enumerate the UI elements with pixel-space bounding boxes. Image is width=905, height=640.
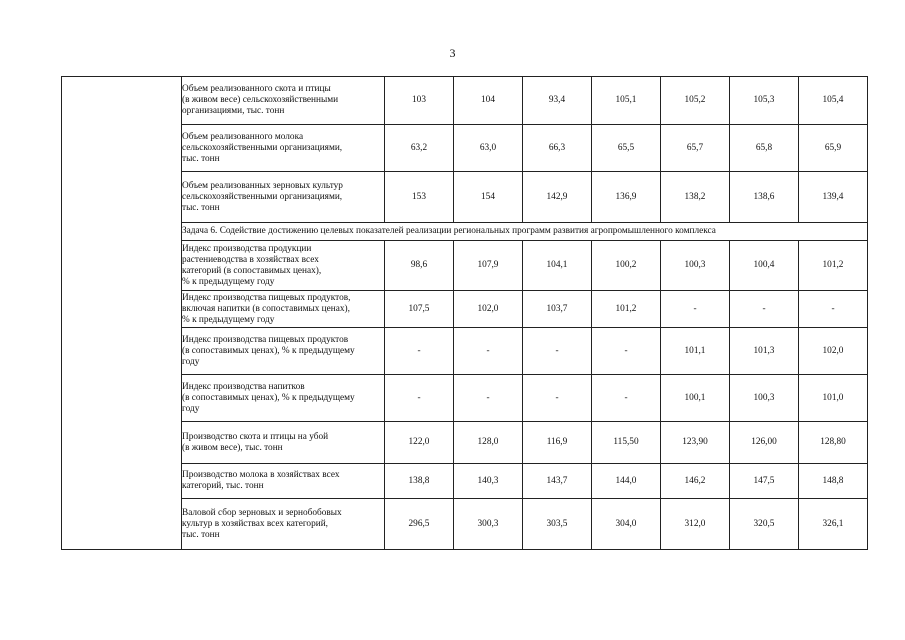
indicator-value: 105,1 [592,77,661,125]
task-heading: Задача 6. Содействие достижению целевых показателей реализации региональных программ развития агропромышленного комплекса [182,223,868,241]
indicator-value: 101,1 [661,328,730,375]
indicator-value: 154 [454,172,523,223]
indicator-value: 104,1 [523,241,592,291]
indicator-value: 100,1 [661,375,730,422]
indicator-value: 146,2 [661,464,730,499]
indicator-value: 142,9 [523,172,592,223]
indicator-value: 296,5 [385,499,454,550]
table-row [62,328,868,375]
indicator-value: 138,2 [661,172,730,223]
task-row [62,223,868,241]
indicator-value: 102,0 [454,291,523,328]
page-number: 3 [449,46,456,60]
table-row [62,499,868,550]
indicator-value: 144,0 [592,464,661,499]
table-row [62,125,868,172]
indicator-value: 143,7 [523,464,592,499]
indicator-value: 300,3 [454,499,523,550]
indicator-value: 312,0 [661,499,730,550]
indicators-table [61,76,868,550]
indicator-value: 63,0 [454,125,523,172]
indicator-value: 116,9 [523,422,592,464]
indicator-value: 66,3 [523,125,592,172]
indicator-value: 65,9 [799,125,868,172]
indicator-value: 139,4 [799,172,868,223]
indicator-value: 65,8 [730,125,799,172]
indicator-value: 101,3 [730,328,799,375]
indicator-value: 100,3 [730,375,799,422]
indicator-value: 65,5 [592,125,661,172]
table-row [62,172,868,223]
indicator-label: Индекс производства напитков (в сопоставимых ценах), % к предыдущему году [182,375,385,422]
indicator-value: 148,8 [799,464,868,499]
indicator-value: 107,9 [454,241,523,291]
indicator-value: 304,0 [592,499,661,550]
indicator-value: 105,4 [799,77,868,125]
indicator-value: 93,4 [523,77,592,125]
table-row [62,291,868,328]
indicator-value: - [730,291,799,328]
indicator-value: - [592,328,661,375]
indicator-value: 140,3 [454,464,523,499]
indicator-value: 100,2 [592,241,661,291]
indicator-label: Производство молока в хозяйствах всех категорий, тыс. тонн [182,464,385,499]
indicator-value: 303,5 [523,499,592,550]
indicator-value: 123,90 [661,422,730,464]
indicator-value: 63,2 [385,125,454,172]
indicator-label: Объем реализованных зерновых культур сельскохозяйственными организациями, тыс. тонн [182,172,385,223]
indicator-value: - [661,291,730,328]
indicator-value: - [454,328,523,375]
table-row [62,241,868,291]
table-body [62,77,868,550]
indicator-value: - [799,291,868,328]
indicator-label: Объем реализованного молока сельскохозяйственными организациями, тыс. тонн [182,125,385,172]
table-row [62,77,868,125]
indicator-value: 101,2 [592,291,661,328]
indicator-value: 138,6 [730,172,799,223]
indicator-value: 147,5 [730,464,799,499]
indicator-value: 115,50 [592,422,661,464]
indicator-value: 105,3 [730,77,799,125]
indicator-value: 100,4 [730,241,799,291]
indicator-label: Индекс производства пищевых продуктов (в сопоставимых ценах), % к предыдущему году [182,328,385,375]
indicator-value: 103 [385,77,454,125]
indicator-value: 136,9 [592,172,661,223]
table-row [62,375,868,422]
indicator-value: 101,2 [799,241,868,291]
indicator-value: - [523,375,592,422]
indicator-value: - [385,328,454,375]
indicator-value: 122,0 [385,422,454,464]
table-row [62,422,868,464]
indicator-label: Индекс производства продукции растениеводства в хозяйствах всех категорий (в сопоставимых ценах), % к предыдущему году [182,241,385,291]
indicator-value: 153 [385,172,454,223]
indicator-value: - [454,375,523,422]
indicator-value: 98,6 [385,241,454,291]
indicator-value: 107,5 [385,291,454,328]
table-row [62,464,868,499]
indicator-value: 126,00 [730,422,799,464]
indicator-value: 128,80 [799,422,868,464]
indicator-value: 104 [454,77,523,125]
indicator-value: 101,0 [799,375,868,422]
indicator-label: Валовой сбор зерновых и зернобобовых культур в хозяйствах всех категорий, тыс. тонн [182,499,385,550]
indicator-label: Индекс производства пищевых продуктов, включая напитки (в сопоставимых ценах), % к предыдущему году [182,291,385,328]
indicator-value: - [523,328,592,375]
indicator-label: Производство скота и птицы на убой (в живом весе), тыс. тонн [182,422,385,464]
indicator-value: 320,5 [730,499,799,550]
indicator-value: - [385,375,454,422]
indicator-value: 326,1 [799,499,868,550]
indicator-value: 105,2 [661,77,730,125]
indicator-value: 128,0 [454,422,523,464]
indicator-value: - [592,375,661,422]
indicator-value: 100,3 [661,241,730,291]
indicator-label: Объем реализованного скота и птицы (в живом весе) сельскохозяйственными организациями, тыс. тонн [182,77,385,125]
indicator-value: 102,0 [799,328,868,375]
indicator-value: 138,8 [385,464,454,499]
blank-column-cell [62,77,182,550]
indicator-value: 65,7 [661,125,730,172]
indicator-value: 103,7 [523,291,592,328]
